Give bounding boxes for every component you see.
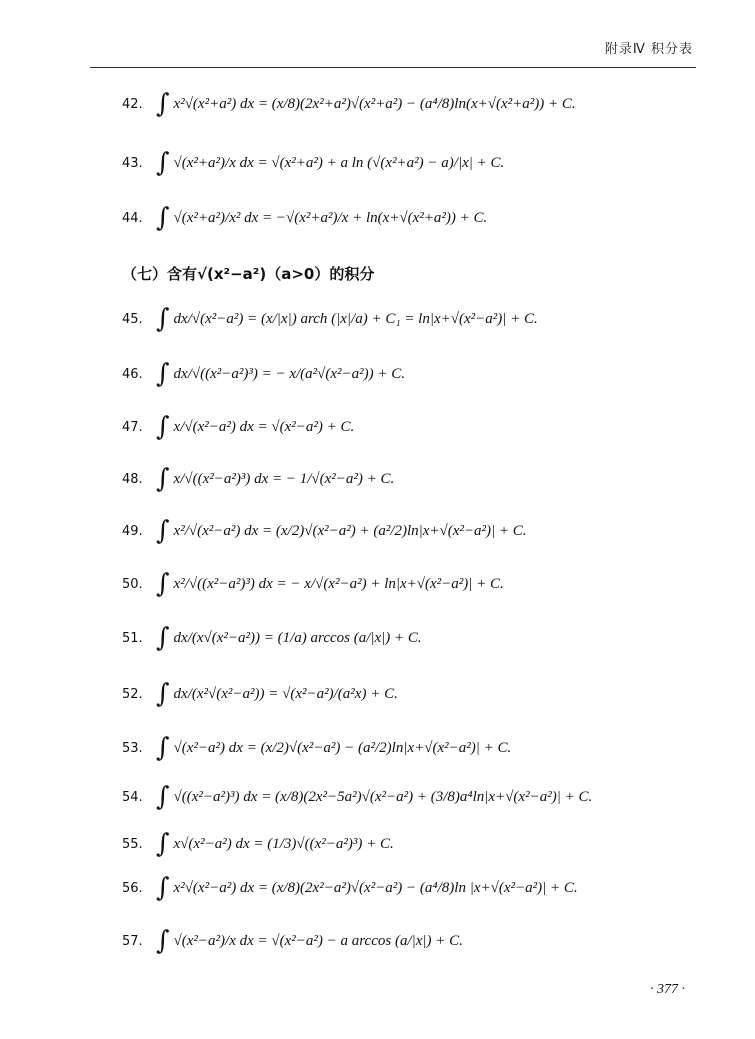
formula-expression: dx/√(x²−a²) = (x/|x|) arch (|x|/a) + C₁ = ln|x+√(x²−a²)| + C.: [173, 310, 538, 327]
formula-43: [122, 143, 504, 183]
formula-expression: √(x²+a²)/x dx = √(x²+a²) + a ln (√(x²+a²) − a)/|x| + C.: [173, 154, 505, 171]
integral-sign: ∫: [156, 148, 170, 178]
formula-number: 53.: [122, 740, 143, 756]
formula-expression: x/√((x²−a²)³) dx = − 1/√(x²−a²) + C.: [173, 470, 395, 487]
integral-sign: ∫: [156, 359, 170, 389]
formula-expression: x/√(x²−a²) dx = √(x²−a²) + C.: [173, 418, 355, 435]
formula-expression: x√(x²−a²) dx = (1/3)√((x²−a²)³) + C.: [173, 835, 394, 852]
formula-55: [122, 824, 394, 864]
formula-expression: √(x²−a²) dx = (x/2)√(x²−a²) − (a²/2)ln|x+√(x²−a²)| + C.: [173, 739, 512, 756]
formula-number: 50.: [122, 576, 143, 592]
integral-sign: ∫: [156, 412, 170, 442]
formula-expression: x²/√((x²−a²)³) dx = − x/√(x²−a²) + ln|x+√(x²−a²)| + C.: [173, 575, 504, 592]
formula-number: 45.: [122, 311, 143, 327]
formula-number: 47.: [122, 419, 143, 435]
formula-number: 52.: [122, 686, 143, 702]
formula-47: [122, 407, 354, 447]
integral-sign: ∫: [156, 873, 170, 903]
formula-45: [122, 299, 538, 339]
integral-sign: ∫: [156, 926, 170, 956]
integral-sign: ∫: [156, 464, 170, 494]
formula-number: 44.: [122, 210, 143, 226]
formula-number: 46.: [122, 366, 143, 382]
integral-sign: ∫: [156, 516, 170, 546]
formula-56: [122, 868, 578, 908]
formula-expression: dx/√((x²−a²)³) = − x/(a²√(x²−a²)) + C.: [173, 365, 406, 382]
formula-number: 43.: [122, 155, 143, 171]
section-heading: （七）含有√(x²−a²)（a>0）的积分: [122, 265, 375, 283]
formula-expression: dx/(x√(x²−a²)) = (1/a) arccos (a/|x|) + C.: [173, 629, 422, 646]
formula-54: [122, 777, 592, 817]
header-title: 附录Ⅳ 积分表: [604, 42, 693, 57]
formula-expression: √((x²−a²)³) dx = (x/8)(2x²−5a²)√(x²−a²) + (3/8)a⁴ln|x+√(x²−a²)| + C.: [173, 788, 593, 805]
integral-sign: ∫: [156, 829, 170, 859]
formula-number: 57.: [122, 933, 143, 949]
integral-sign: ∫: [156, 203, 170, 233]
formula-number: 55.: [122, 836, 143, 852]
formula-51: [122, 618, 422, 658]
formula-number: 51.: [122, 630, 143, 646]
formula-expression: √(x²−a²)/x dx = √(x²−a²) − a arccos (a/|x|) + C.: [173, 932, 463, 949]
formula-52: [122, 674, 398, 714]
integral-sign: ∫: [156, 679, 170, 709]
formula-53: [122, 728, 511, 768]
integral-sign: ∫: [156, 569, 170, 599]
integral-sign: ∫: [156, 782, 170, 812]
formula-number: 49.: [122, 523, 143, 539]
formula-expression: x²√(x²+a²) dx = (x/8)(2x²+a²)√(x²+a²) − (a⁴/8)ln(x+√(x²+a²)) + C.: [173, 95, 576, 112]
formula-number: 56.: [122, 880, 143, 896]
formula-number: 54.: [122, 789, 143, 805]
page-number: · 377 ·: [650, 982, 685, 997]
integral-sign: ∫: [156, 733, 170, 763]
integral-sign: ∫: [156, 623, 170, 653]
formula-expression: dx/(x²√(x²−a²)) = √(x²−a²)/(a²x) + C.: [173, 685, 398, 702]
formula-44: [122, 198, 487, 238]
formula-46: [122, 354, 405, 394]
formula-49: [122, 511, 527, 551]
formula-expression: x²√(x²−a²) dx = (x/8)(2x²−a²)√(x²−a²) − (a⁴/8)ln |x+√(x²−a²)| + C.: [173, 879, 578, 896]
header-rule: [90, 67, 696, 68]
formula-expression: √(x²+a²)/x² dx = −√(x²+a²)/x + ln(x+√(x²+a²)) + C.: [173, 209, 488, 226]
integral-sign: ∫: [156, 89, 170, 119]
formula-48: [122, 459, 394, 499]
formula-57: [122, 921, 463, 961]
formula-50: [122, 564, 504, 604]
formula-number: 42.: [122, 96, 143, 112]
formula-42: [122, 84, 576, 124]
formula-expression: x²/√(x²−a²) dx = (x/2)√(x²−a²) + (a²/2)ln|x+√(x²−a²)| + C.: [173, 522, 527, 539]
formula-number: 48.: [122, 471, 143, 487]
integral-sign: ∫: [156, 304, 170, 334]
